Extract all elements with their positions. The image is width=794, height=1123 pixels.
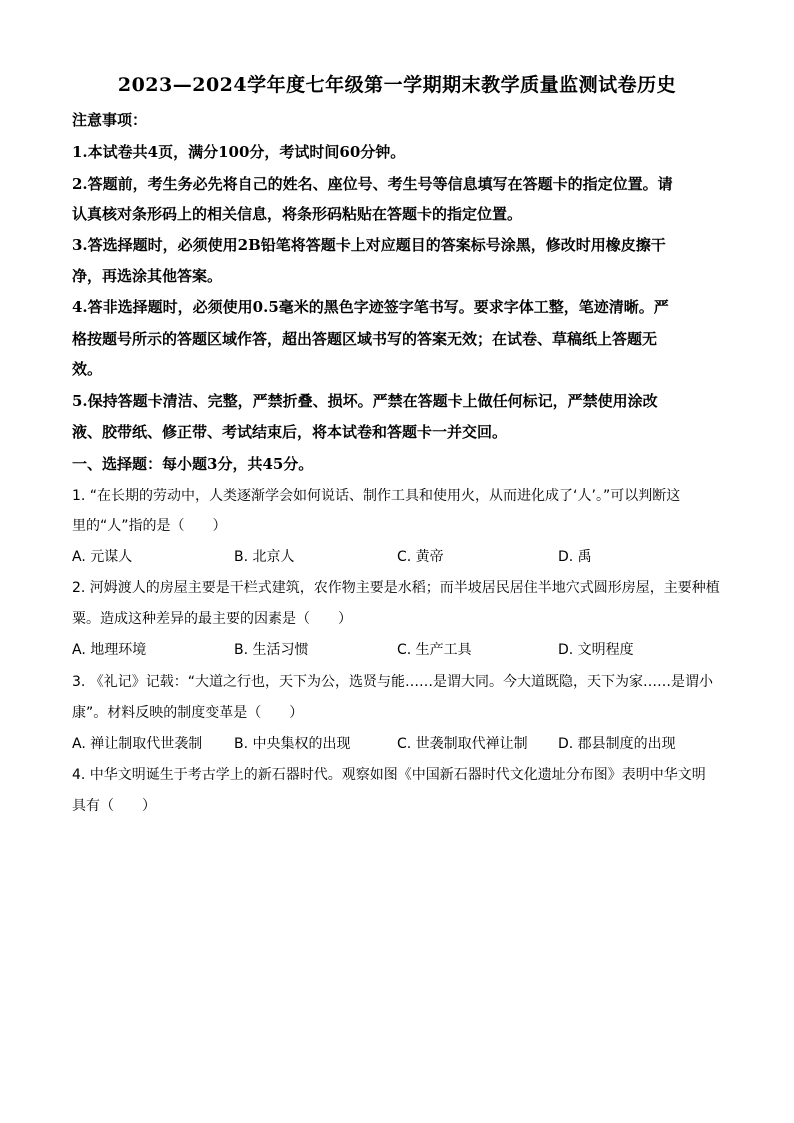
option-a: A. 地理环境: [72, 642, 147, 658]
question-2-options: [72, 639, 732, 659]
option-b: B. 北京人: [234, 549, 295, 565]
option-d: D. 禹: [558, 549, 592, 565]
notice-heading: 注意事项：: [72, 111, 148, 129]
notice-line: 认真核对条形码上的相关信息，将条形码粘贴在答题卡的指定位置。: [72, 205, 523, 223]
question-1-text: 1. “在长期的劳动中，人类逐渐学会如何说话、制作工具和使用火，从而进化成了‘人’。”可以判断这: [72, 488, 681, 504]
notice-line: 5.保持答题卡清洁、完整，严禁折叠、损坏。严禁在答题卡上做任何标记，严禁使用涂改: [72, 392, 658, 410]
question-2-text: 粟。造成这种差异的最主要的因素是（ ）: [72, 611, 352, 627]
notice-line: 4.答非选择题时，必须使用0.5毫米的黑色字迹签字笔书写。要求字体工整，笔迹清晰。严: [72, 298, 669, 316]
option-a: A. 元谋人: [72, 549, 133, 565]
question-3-text: 3. 《礼记》记载：“大道之行也，天下为公，选贤与能……是谓大同。今大道既隐，天下为家……是谓小: [72, 674, 714, 690]
question-4-text: 具有（ ）: [72, 798, 156, 814]
question-2-text: 2. 河姆渡人的房屋主要是干栏式建筑，农作物主要是水稻；而半坡居民居住半地穴式圆形房屋，主要种植: [72, 580, 720, 596]
notice-line: 3.答选择题时，必须使用2B铅笔将答题卡上对应题目的答案标号涂黑，修改时用橡皮擦干: [72, 236, 666, 254]
question-3-options: [72, 733, 732, 753]
notice-line: 液、胶带纸、修正带、考试结束后，将本试卷和答题卡一并交回。: [72, 423, 508, 441]
notice-line: 净，再选涂其他答案。: [72, 267, 223, 285]
option-d: D. 文明程度: [558, 642, 634, 658]
option-c: C. 世袭制取代禅让制: [397, 736, 528, 752]
option-c: C. 生产工具: [397, 642, 472, 658]
notice-line: 2.答题前，考生务必先将自己的姓名、座位号、考生号等信息填写在答题卡的指定位置。请: [72, 175, 673, 193]
option-d: D. 郡县制度的出现: [558, 736, 676, 752]
option-c: C. 黄帝: [397, 549, 444, 565]
exam-title: 2023—2024学年度七年级第一学期期末教学质量监测试卷历史: [117, 74, 677, 96]
question-3-text: 康”。材料反映的制度变革是（ ）: [72, 705, 304, 721]
notice-line: 效。: [72, 360, 103, 378]
option-b: B. 生活习惯: [234, 642, 309, 658]
question-1-options: [72, 546, 732, 566]
notice-line: 1.本试卷共4页，满分100分，考试时间60分钟。: [72, 143, 406, 161]
notice-line: 格按题号所示的答题区域作答，超出答题区域书写的答案无效；在试卷、草稿纸上答题无: [72, 330, 658, 348]
option-b: B. 中央集权的出现: [234, 736, 351, 752]
question-4-text: 4. 中华文明诞生于考古学上的新石器时代。观察如图《中国新石器时代文化遗址分布图》表明中华文明: [72, 767, 706, 783]
section-heading: 一、选择题：每小题3分，共45分。: [72, 455, 314, 473]
question-1-text: 里的“人”指的是（ ）: [72, 518, 227, 534]
option-a: A. 禅让制取代世袭制: [72, 736, 203, 752]
